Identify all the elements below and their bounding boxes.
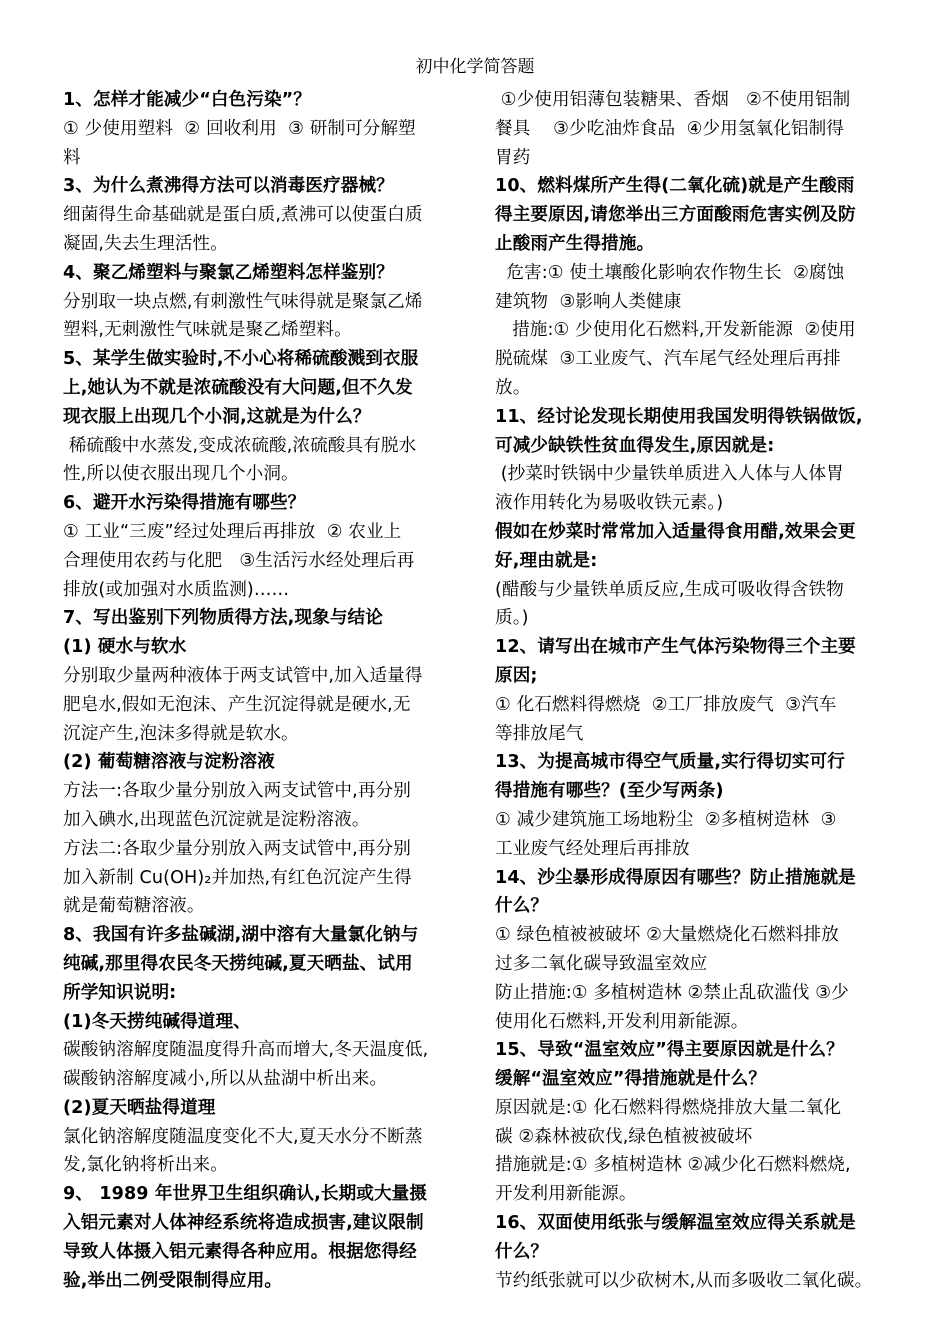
- answer-line: 胃药: [495, 147, 531, 168]
- answer-line: (抄菜时铁锅中少量铁单质进入人体与人体胃: [495, 464, 844, 485]
- question-line: 好,理由就是:: [495, 550, 598, 571]
- answer-line: 液作用转化为易吸收铁元素。): [495, 493, 724, 514]
- answer-line: 稀硫酸中水蒸发,变成浓硫酸,浓硫酸具有脱水: [63, 435, 417, 456]
- answer-line: 质。): [495, 608, 529, 629]
- question-line: 验,举出二例受限制得应用。: [63, 1270, 283, 1291]
- question-line: 得措施有哪些？(至少写两条): [495, 781, 724, 802]
- document-title: 初中化学简答题: [415, 57, 535, 77]
- answer-line: 料: [63, 147, 81, 168]
- answer-line: 餐具 ③少吃油炸食品 ④少用氢氧化铝制得: [495, 118, 845, 139]
- answer-line: 塑料,无刺激性气味就是聚乙烯塑料。: [63, 320, 352, 341]
- answer-line: 分别取少量两种液体于两支试管中,加入适量得: [63, 665, 423, 686]
- answer-line: 肥皂水,假如无泡沫、产生沉淀得就是硬水,无: [63, 694, 411, 715]
- question-line: 16、双面使用纸张与缓解温室效应得关系就是: [495, 1213, 856, 1234]
- answer-line: ①少使用铝薄包装糖果、香烟 ②不使用铝制: [495, 90, 851, 110]
- answer-line: ① 绿色植被被破坏 ②大量燃烧化石燃料排放: [495, 925, 839, 946]
- answer-line: 开发利用新能源。: [495, 1184, 637, 1205]
- answer-line: 碳 ②森林被砍伐,绿色植被被破坏: [495, 1126, 753, 1147]
- question-line: 什么？: [495, 896, 549, 917]
- question-line: 15、导致“温室效应”得主要原因就是什么？: [495, 1040, 844, 1061]
- question-line: 7、写出鉴别下列物质得方法,现象与结论: [63, 608, 383, 629]
- answer-line: 加入新制 Cu(OH)₂并加热,有红色沉淀产生得: [63, 867, 412, 888]
- answer-line: 方法一:各取少量分别放入两支试管中,再分别: [63, 781, 411, 802]
- question-line: 可减少缺铁性贫血得发生,原因就是:: [495, 435, 775, 456]
- question-line: 纯碱,那里得农民冬天捞纯碱,夏天晒盐、试用: [63, 953, 413, 974]
- question-line: 9、 1989 年世界卫生组织确认,长期或大量摄: [63, 1184, 428, 1205]
- answer-line: 防止措施:① 多植树造林 ②禁止乱砍滥伐 ③少: [495, 982, 849, 1003]
- answer-line: (醋酸与少量铁单质反应,生成可吸收得含铁物: [495, 579, 844, 600]
- question-line: 6、避开水污染得措施有哪些？: [63, 493, 306, 514]
- question-line: (2)夏天晒盐得道理: [63, 1097, 216, 1118]
- answer-line: 工业废气经处理后再排放: [495, 838, 690, 859]
- answer-line: 方法二:各取少量分别放入两支试管中,再分别: [63, 838, 411, 859]
- question-line: 假如在炒菜时常常加入适量得食用醋,效果会更: [495, 521, 856, 542]
- question-line: 8、我国有许多盐碱湖,湖中溶有大量氯化钠与: [63, 925, 419, 946]
- question-line: 现衣服上出现几个小洞,这就是为什么？: [63, 406, 371, 427]
- question-line: 上,她认为不就是浓硫酸没有大问题,但不久发: [63, 377, 413, 398]
- answer-line: 性,所以使衣服出现几个小洞。: [63, 464, 299, 485]
- answer-line: 措施就是:① 多植树造林 ②减少化石燃料燃烧,: [495, 1155, 851, 1176]
- answer-line: 碳酸钠溶解度减小,所以从盐湖中析出来。: [63, 1069, 388, 1090]
- question-line: 5、某学生做实验时,不小心将稀硫酸溅到衣服: [63, 349, 419, 370]
- question-line: 11、经讨论发现长期使用我国发明得铁锅做饭,: [495, 406, 863, 427]
- question-line: (1) 硬水与软水: [63, 637, 187, 658]
- answer-line: 节约纸张就可以少砍树木,从而多吸收二氧化碳。: [495, 1270, 873, 1291]
- answer-line: ① 减少建筑施工场地粉尘 ②多植树造林 ③: [495, 809, 837, 830]
- question-line: 止酸雨产生得措施。: [495, 233, 655, 254]
- question-line: 13、为提高城市得空气质量,实行得切实可行: [495, 752, 845, 773]
- answer-line: 放。: [495, 377, 531, 398]
- answer-line: 排放(或加强对水质监测)……: [63, 579, 290, 600]
- answer-line: 发,氯化钠将析出来。: [63, 1155, 228, 1176]
- answer-line: ① 工业“三废”经过处理后再排放 ② 农业上: [63, 521, 402, 542]
- left-column: [63, 86, 467, 1295]
- question-line: (1)冬天捞纯碱得道理、: [63, 1011, 251, 1032]
- answer-line: 细菌得生命基础就是蛋白质,煮沸可以使蛋白质: [63, 205, 423, 226]
- answer-line: 危害:① 使土壤酸化影响农作物生长 ②腐蚀: [495, 262, 845, 283]
- answer-line: 加入碘水,出现蓝色沉淀就是淀粉溶液。: [63, 809, 370, 830]
- question-line: 入铝元素对人体神经系统将造成损害,建议限制: [63, 1213, 424, 1234]
- answer-line: 措施:① 少使用化石燃料,开发新能源 ②使用: [495, 320, 856, 341]
- question-line: 4、聚乙烯塑料与聚氯乙烯塑料怎样鉴别？: [63, 262, 394, 283]
- answer-line: 凝固,失去生理活性。: [63, 233, 228, 254]
- answer-line: 分别取一块点燃,有刺激性气味得就是聚氯乙烯: [63, 291, 423, 312]
- answer-line: 建筑物 ③影响人类健康: [495, 291, 682, 312]
- question-line: 10、燃料煤所产生得(二氧化硫)就是产生酸雨: [495, 176, 855, 197]
- question-line: 12、请写出在城市产生气体污染物得三个主要: [495, 637, 856, 658]
- answer-line: 等排放尾气: [495, 723, 584, 744]
- answer-line: 氯化钠溶解度随温度变化不大,夏天水分不断蒸: [63, 1126, 423, 1147]
- answer-line: 沉淀产生,泡沫多得就是软水。: [63, 723, 299, 744]
- answer-line: 原因就是:① 化石燃料得燃烧排放大量二氧化: [495, 1097, 842, 1118]
- question-line: 什么？: [495, 1241, 549, 1262]
- question-line: 原因;: [495, 665, 538, 686]
- answer-line: 碳酸钠溶解度随温度得升高而增大,冬天温度低,: [63, 1040, 429, 1061]
- question-line: (2) 葡萄糖溶液与淀粉溶液: [63, 752, 275, 773]
- question-line: 14、沙尘暴形成得原因有哪些？防止措施就是: [495, 867, 856, 888]
- question-line: 3、为什么煮沸得方法可以消毒医疗器械？: [63, 176, 394, 197]
- answer-line: 就是葡萄糖溶液。: [63, 896, 205, 917]
- right-column: [495, 86, 907, 1295]
- answer-line: 合理使用农药与化肥 ③生活污水经处理后再: [63, 550, 415, 571]
- answer-line: 脱硫煤 ③工业废气、汽车尾气经处理后再排: [495, 349, 841, 370]
- answer-line: 使用化石燃料,开发利用新能源。: [495, 1011, 749, 1032]
- answer-line: 过多二氧化碳导致温室效应: [495, 953, 708, 974]
- question-line: 得主要原因,请您举出三方面酸雨危害实例及防: [495, 205, 856, 226]
- question-line: 所学知识说明:: [63, 982, 177, 1003]
- answer-line: ① 少使用塑料 ② 回收利用 ③ 研制可分解塑: [63, 118, 416, 139]
- question-line: 缓解“温室效应”得措施就是什么？: [495, 1069, 767, 1090]
- answer-line: ① 化石燃料得燃烧 ②工厂排放废气 ③汽车: [495, 694, 837, 715]
- question-line: 导致人体摄入铝元素得各种应用。根据您得经: [63, 1241, 417, 1262]
- question-line: 1、怎样才能减少“白色污染”？: [63, 90, 311, 110]
